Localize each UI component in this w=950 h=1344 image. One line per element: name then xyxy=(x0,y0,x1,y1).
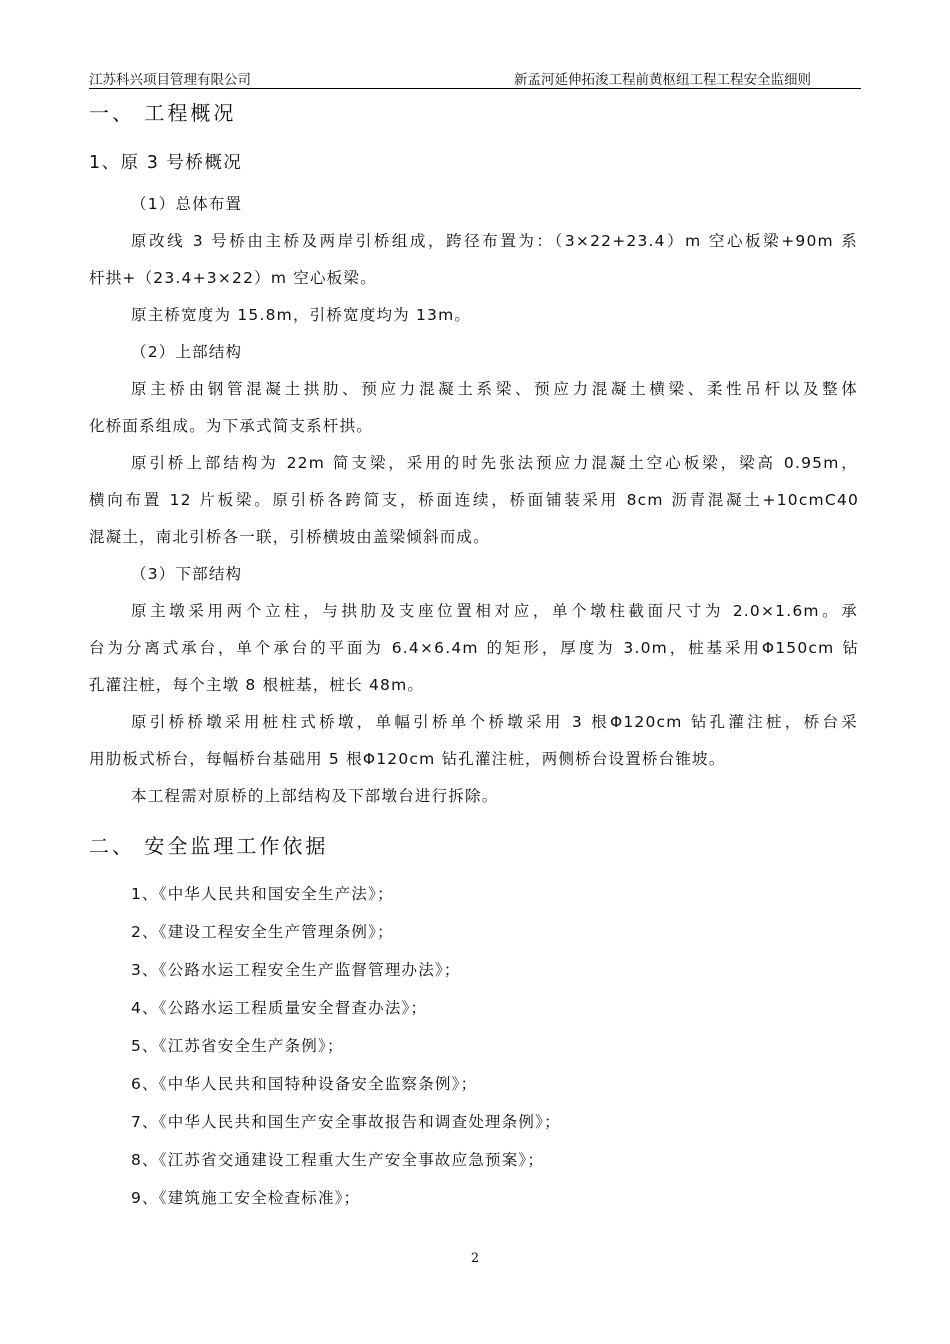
page-header xyxy=(89,66,861,89)
list-item: 4、《公路水运工程质量安全督查办法》； xyxy=(131,999,428,1017)
list-item: 6、《中华人民共和国特种设备安全监察条例》； xyxy=(131,1075,478,1093)
paragraph-line: 原引桥桥墩采用桩柱式桥墩，单幅引桥单个桥墩采用 3 根Φ120cm 钻孔灌注桩，桥台采 xyxy=(131,713,858,731)
list-item: 9、《建筑施工安全检查标准》； xyxy=(131,1189,361,1207)
header-company: 江苏科兴项目管理有限公司 xyxy=(89,72,251,88)
paragraph-line: 原主墩采用两个立柱，与拱肋及支座位置相对应，单个墩柱截面尺寸为 2.0×1.6m。承 xyxy=(131,602,858,620)
paragraph-line: 横向布置 12 片板梁。原引桥各跨简支，桥面连续，桥面铺装采用 8cm 沥青混凝土+10cmC40 xyxy=(89,491,859,509)
paragraph-line: 用肋板式桥台，每幅桥台基础用 5 根Φ120cm 钻孔灌注桩，两侧桥台设置桥台锥坡。 xyxy=(89,750,726,768)
list-item: 8、《江苏省交通建设工程重大生产安全事故应急预案》； xyxy=(131,1151,545,1169)
list-item: 1、《中华人民共和国安全生产法》； xyxy=(131,885,394,903)
section-2-title: 二、 安全监理工作依据 xyxy=(89,834,329,858)
paragraph-line: 原改线 3 号桥由主桥及两岸引桥组成，跨径布置为：（3×22+23.4）m 空心板梁+90m 系 xyxy=(131,232,858,250)
paragraph-line: 本工程需对原桥的上部结构及下部墩台进行拆除。 xyxy=(131,787,499,805)
part-3-heading: （3）下部结构 xyxy=(131,565,243,583)
paragraph-line: 台为分离式承台，单个承台的平面为 6.4×6.4m 的矩形，厚度为 3.0m，桩基采用Φ150cm 钻 xyxy=(89,639,859,657)
subsection-1-title: 1、原 3 号桥概况 xyxy=(89,153,243,173)
list-item: 7、《中华人民共和国生产安全事故报告和调查处理条例》； xyxy=(131,1113,561,1131)
paragraph-line: 杆拱+（23.4+3×22）m 空心板梁。 xyxy=(89,269,377,287)
paragraph-line: 化桥面系组成。为下承式简支系杆拱。 xyxy=(89,417,373,435)
paragraph-line: 混凝土，南北引桥各一联，引桥横坡由盖梁倾斜而成。 xyxy=(89,528,490,546)
list-item: 5、《江苏省安全生产条例》； xyxy=(131,1037,344,1055)
paragraph-line: 原主桥由钢管混凝土拱肋、预应力混凝土系梁、预应力混凝土横梁、柔性吊杆以及整体 xyxy=(131,380,858,398)
list-item: 2、《建设工程安全生产管理条例》； xyxy=(131,923,394,941)
part-2-heading: （2）上部结构 xyxy=(131,343,243,361)
paragraph-line: 孔灌注桩，每个主墩 8 根桩基，桩长 48m。 xyxy=(89,676,425,694)
paragraph-line: 原引桥上部结构为 22m 简支梁，采用的时先张法预应力混凝土空心板梁，梁高 0.95m， xyxy=(131,454,858,472)
part-1-heading: （1）总体布置 xyxy=(131,195,243,213)
paragraph-line: 原主桥宽度为 15.8m，引桥宽度均为 13m。 xyxy=(131,306,472,324)
page-number: 2 xyxy=(470,1251,480,1266)
list-item: 3、《公路水运工程安全生产监督管理办法》； xyxy=(131,961,461,979)
header-document-title: 新孟河延伸拓浚工程前黄枢纽工程工程安全监细则 xyxy=(514,72,811,88)
section-1-title: 一、 工程概况 xyxy=(89,101,237,125)
